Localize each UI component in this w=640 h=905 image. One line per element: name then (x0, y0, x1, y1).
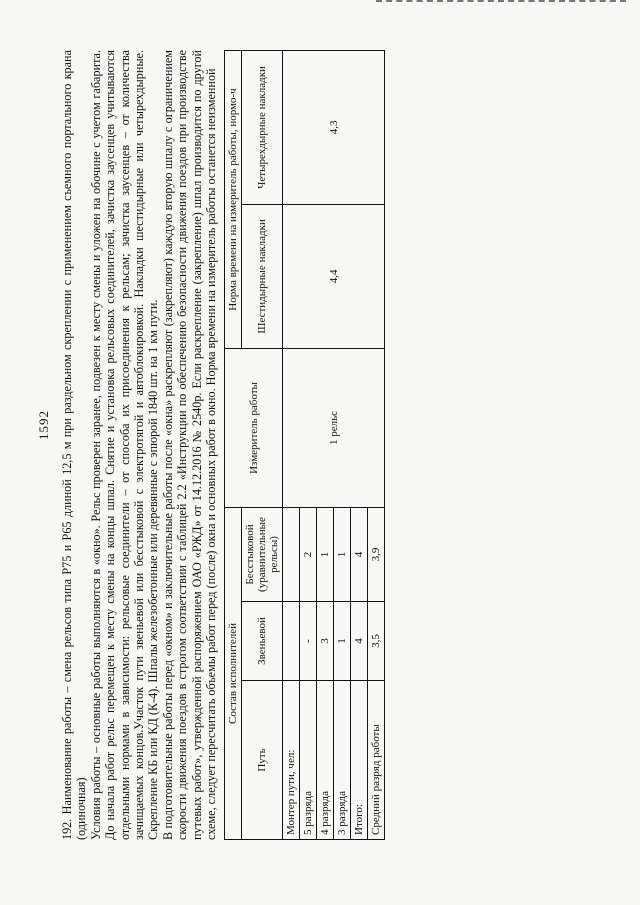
empty-cell (283, 508, 300, 602)
header-sostav: Состав исполнителей (225, 508, 242, 840)
scan-edge-mark (376, 0, 626, 5)
header-shest: Шестидырные накладки (242, 204, 283, 348)
row-label: 4 разряда (317, 681, 334, 840)
row-besst: 2 (300, 508, 317, 602)
header-norma: Норма времени на измеритель работы, нормо-ч (225, 51, 242, 349)
row-besst: 3,9 (368, 508, 385, 602)
row-label: 5 разряда (300, 681, 317, 840)
row-zven: 1 (334, 602, 351, 681)
norma-chet-value: 4,3 (283, 51, 385, 205)
norms-table (224, 50, 385, 840)
paragraph-conditions: Условия работы – основные работы выполняются в «окно». Рельс проверен заранее, подвезен к месту смены и уложен на обочине с учетом габарита. До начала работ рельс перемещен к месту смены на концы шпал. Снятие и установка рельсовых соединителей, зачистка заусенцев учитываются отдельными нормами в зависимости: рельсовые соединители – от способа их присоединения к рельсам; зачистка заусенцев – от количества зачищаемых концов.Участок пути звеньевой или бесстыковой с электротягой и автоблокировкой. Накладки шестидырные или четырехдырные. Скрепление КБ или КД (К-4). Шпалы железобетонные или деревянные с эпюрой 1840 шт. на 1 км пути. (88, 50, 161, 840)
izmer-value: 1 рельс (283, 349, 385, 508)
row-label: Итого: (351, 681, 368, 840)
empty-cell (283, 602, 300, 681)
row-label: 3 разряда (334, 681, 351, 840)
header-besst: Бесстыковой (уравнительные рельсы) (242, 508, 283, 602)
row-zven: 3,5 (368, 602, 385, 681)
header-izmer: Измеритель работы (225, 349, 283, 508)
row-besst: 4 (351, 508, 368, 602)
row-zven: - (300, 602, 317, 681)
rotated-page-content (60, 50, 630, 840)
row-besst: 1 (317, 508, 334, 602)
subheader-monter: Монтер пути, чел: (283, 681, 300, 840)
row-besst: 1 (334, 508, 351, 602)
header-chet: Четырехдырные накладки (242, 51, 283, 205)
norma-shest-value: 4,4 (283, 204, 385, 348)
row-label: Средний разряд работы (368, 681, 385, 840)
section-title: 192. Наименование работы – смена рельсов типа Р75 и Р65 длиной 12,5 м при раздельном скреплении с применением съемного портального крана (одиночная) (60, 50, 89, 840)
header-zven: Звеньевой (242, 602, 283, 681)
row-zven: 4 (351, 602, 368, 681)
page-number: 1592 (36, 410, 51, 440)
header-put: Путь (242, 681, 283, 840)
row-zven: 3 (317, 602, 334, 681)
paragraph-preparatory: В подготовительные работы перед «окном» и заключительные работы после «окна» раскрепляют (закрепляют) каждую вторую шпалу с ограничением скорости движения поездов в строгом соответствии с таблицей 2.2 «Инструкции по обеспечению безопасности движения поездов при производстве путевых работ», утвержденной распоряжением ОАО «РЖД» от 14.12.2016 № 2540р. Если раскрепление (закрепление) шпал производится по другой схеме, следует пересчитать объемы работ перед (после) окна и основных работ в окно. Норма времени на измеритель работы останется неизменной (160, 50, 219, 840)
